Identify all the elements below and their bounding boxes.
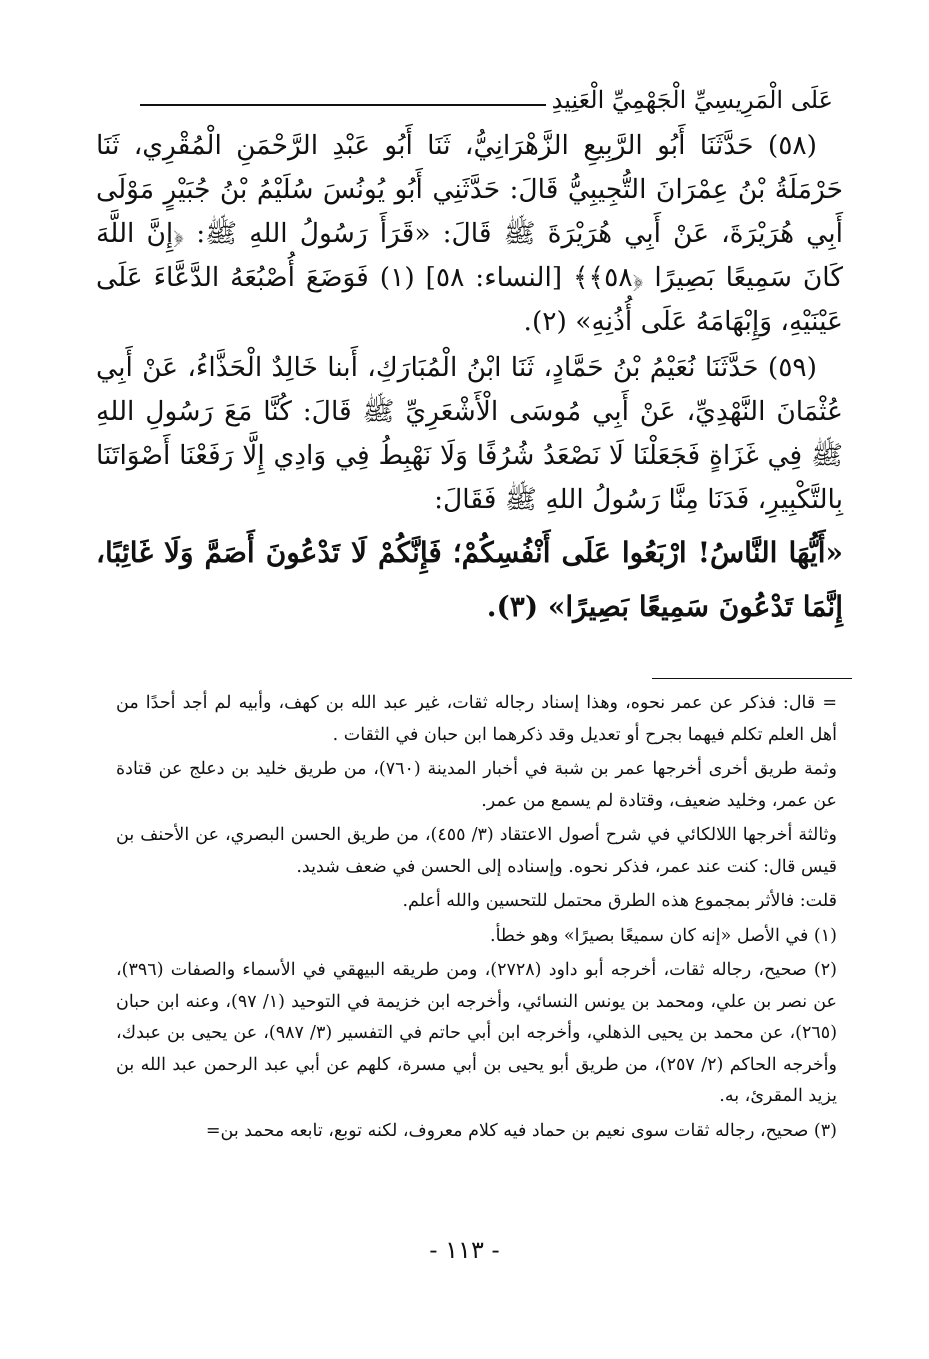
footnote-paragraph: قلت: فالأثر بمجموع هذه الطرق محتمل للتحسين والله أعلم. xyxy=(402,891,837,911)
footnote-3: (٣) صحيح، رجاله ثقات سوى نعيم بن حماد فيه كلام معروف، لكنه توبع، تابعه محمد بن= xyxy=(205,1120,837,1141)
footnote-separator xyxy=(652,678,852,679)
hadith-58: (٥٨) حَدَّثَنَا أَبُو الرَّبِيعِ الزَّهْرَانِيُّ، ثَنَا أَبُو عَبْدِ الرَّحْمَنِ الْمُقْرِي، ثَنَا حَرْمَلَةُ بْنُ عِمْرَانَ التُّجِيبِيُّ قَالَ: حَدَّثَنِي أَبُو يُونُسَ سُلَيْمُ بْنُ جُبَيْرٍ مَوْلَى أَبِي هُرَيْرَةَ، عَنْ أَبِي هُرَيْرَةَ ﷺ قَالَ: «قَرَأَ رَسُولُ اللهِ ﷺ: ﴿إِنَّ اللَّهَ كَانَ سَمِيعًا بَصِيرًا ﴿٥٨﴾﴾ [النساء: ٥٨] (١) فَوَضَعَ أُصْبُعَهُ الدَّعَّاءَ عَلَى عَيْنَيْهِ، وَإِبْهَامَهُ عَلَى أُذُنِهِ» (٢). xyxy=(96,130,843,337)
running-header-title: عَلَى الْمَرِيسِيِّ الْجَهْمِيِّ الْعَنِيدِ xyxy=(551,86,833,114)
running-header xyxy=(140,78,833,114)
footnote-2: (٢) صحيح، رجاله ثقات، أخرجه أبو داود (٢٧٢٨)، ومن طريقه البيهقي في الأسماء والصفات (٣٩٦)، عن نصر بن علي، ومحمد بن يونس النسائي، وأخرجه ابن خزيمة في التوحيد (١/ ٩٧)، وعنه ابن حبان (٢٦٥)، عن محمد بن يحيى الذهلي، وأخرجه ابن أبي حاتم في التفسير (٣/ ٩٨٧)، عن يحيى بن عبدك، وأخرجه الحاكم (٢/ ٢٥٧)، من طريق أبو يحيى بن أبي مسرة، كلهم عن أبي عبد الرحمن عبد الله بن يزيد المقرئ، به. xyxy=(116,960,838,1106)
footnotes xyxy=(116,688,837,1150)
footnote-continuation: = قال: فذكر عن عمر نحوه، وهذا إسناد رجاله ثقات، غير عبد الله بن كهف، وأبيه لم أجد أحدًا من أهل العلم تكلم فيهما بجرح أو تعديل وقد ذكرهما ابن حبان في الثقات . xyxy=(116,693,837,745)
footnote-paragraph: وثالثة أخرجها اللالكائي في شرح أصول الاعتقاد (٣/ ٤٥٥)، من طريق الحسن البصري، عن الأحنف بن قيس قال: كنت عند عمر، فذكر نحوه. وإسناده إلى الحسن في ضعف شديد. xyxy=(116,825,837,877)
footnote-paragraph: وثمة طريق أخرى أخرجها عمر بن شبة في أخبار المدينة (٧٦٠)، من طريق خليد بن دعلج عن قتادة عن عمر، وخليد ضعيف، وقتادة لم يسمع من عمر. xyxy=(116,759,837,811)
main-text xyxy=(96,124,843,634)
page-number: - ١١٣ - xyxy=(429,1236,500,1264)
hadith-59-quote: «أَيُّهَا النَّاسُ! ارْبَعُوا عَلَى أَنْفُسِكُمْ؛ فَإِنَّكُمْ لَا تَدْعُونَ أَصَمَّ وَلَا غَائِبًا، إِنَّمَا تَدْعُونَ سَمِيعًا بَصِيرًا» (٣). xyxy=(96,536,843,623)
footnote-1: (١) في الأصل «إنه كان سميعًا بصيرًا» وهو خطأ. xyxy=(490,925,837,946)
hadith-59: (٥٩) حَدَّثَنَا نُعَيْمُ بْنُ حَمَّادٍ، ثَنَا ابْنُ الْمُبَارَكِ، أَبنا خَالِدٌ الْحَذَّاءُ، عَنْ أَبِي عُثْمَانَ النَّهْدِيِّ، عَنْ أَبِي مُوسَى الْأَشْعَرِيِّ ﷺ قَالَ: كُنَّا مَعَ رَسُولِ اللهِ ﷺ فِي غَزَاةٍ فَجَعَلْنَا لَا نَصْعَدُ شُرُفًا وَلَا نَهْبِطُ فِي وَادِي إِلَّا رَفَعْنَا أَصْوَاتَنَا بِالتَّكْبِيرِ، فَدَنَا مِنَّا رَسُولُ اللهِ ﷺ فَقَالَ: xyxy=(96,352,843,515)
header-rule xyxy=(140,104,546,106)
